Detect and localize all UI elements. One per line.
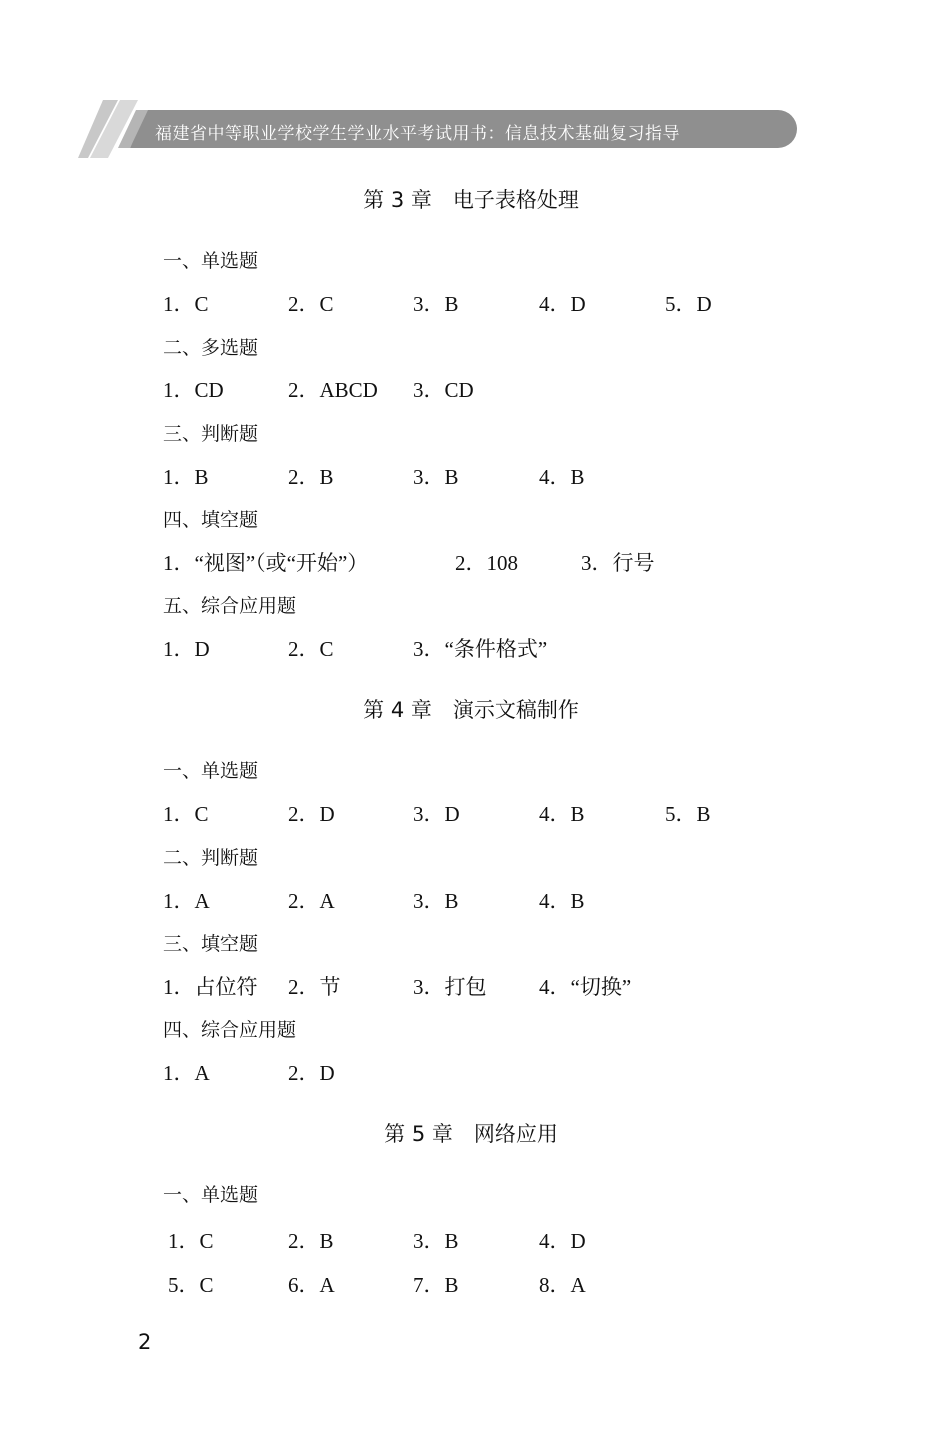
- header-title: 福建省中等职业学校学生学业水平考试用书：信息技术基础复习指导: [155, 124, 680, 144]
- answer: 2．108: [455, 551, 518, 575]
- answer: 5．C: [168, 1273, 214, 1297]
- chapter-title: 第 3 章 电子表格处理: [363, 188, 579, 212]
- answer: 3．“条件格式”: [413, 637, 548, 661]
- section-title: 四、填空题: [163, 509, 259, 531]
- answer: 1．A: [163, 1061, 210, 1085]
- section-title: 四、综合应用题: [163, 1019, 297, 1041]
- answer: 4．“切换”: [539, 975, 632, 999]
- answer: 3．B: [413, 465, 459, 489]
- chapter-title: 第 4 章 演示文稿制作: [363, 698, 579, 722]
- answer: 4．D: [539, 292, 586, 316]
- answer: 1．占位符: [163, 975, 258, 999]
- section-title: 二、多选题: [163, 337, 259, 359]
- answer: 2．D: [288, 1061, 335, 1085]
- page-number: 2: [138, 1330, 152, 1354]
- answer: 1．D: [163, 637, 210, 661]
- answer: 1．C: [163, 802, 209, 826]
- answer: 2．C: [288, 292, 334, 316]
- section-title: 二、判断题: [163, 847, 259, 869]
- answer: 3．B: [413, 292, 459, 316]
- answer: 8．A: [539, 1273, 586, 1297]
- section-title: 三、填空题: [163, 933, 259, 955]
- section-title: 三、判断题: [163, 423, 259, 445]
- answer: 2．C: [288, 637, 334, 661]
- answer: 5．B: [665, 802, 711, 826]
- answer: 1．“视图”（或“开始”）: [163, 551, 369, 575]
- section-title: 一、单选题: [163, 1184, 259, 1206]
- chapter-title: 第 5 章 网络应用: [384, 1122, 558, 1146]
- answer: 3．D: [413, 802, 460, 826]
- answer: 2．D: [288, 802, 335, 826]
- answer: 3．CD: [413, 378, 474, 402]
- answer: 6．A: [288, 1273, 335, 1297]
- answer: 3．打包: [413, 975, 487, 999]
- answer: 2．ABCD: [288, 378, 378, 402]
- answer: 2．节: [288, 975, 341, 999]
- answer: 4．B: [539, 889, 585, 913]
- answer: 5．D: [665, 292, 712, 316]
- section-title: 一、单选题: [163, 760, 259, 782]
- answer: 1．B: [163, 465, 209, 489]
- answer: 4．B: [539, 802, 585, 826]
- answer: 3．行号: [581, 551, 655, 575]
- answer: 3．B: [413, 889, 459, 913]
- answer: 2．B: [288, 1229, 334, 1253]
- answer: 1．A: [163, 889, 210, 913]
- answer: 1．C: [163, 292, 209, 316]
- answer: 3．B: [413, 1229, 459, 1253]
- section-title: 一、单选题: [163, 250, 259, 272]
- answer: 4．D: [539, 1229, 586, 1253]
- answer: 2．B: [288, 465, 334, 489]
- answer: 1．CD: [163, 378, 224, 402]
- section-title: 五、综合应用题: [163, 595, 297, 617]
- answer: 4．B: [539, 465, 585, 489]
- answer: 7．B: [413, 1273, 459, 1297]
- answer: 1．C: [168, 1229, 214, 1253]
- answer: 2．A: [288, 889, 335, 913]
